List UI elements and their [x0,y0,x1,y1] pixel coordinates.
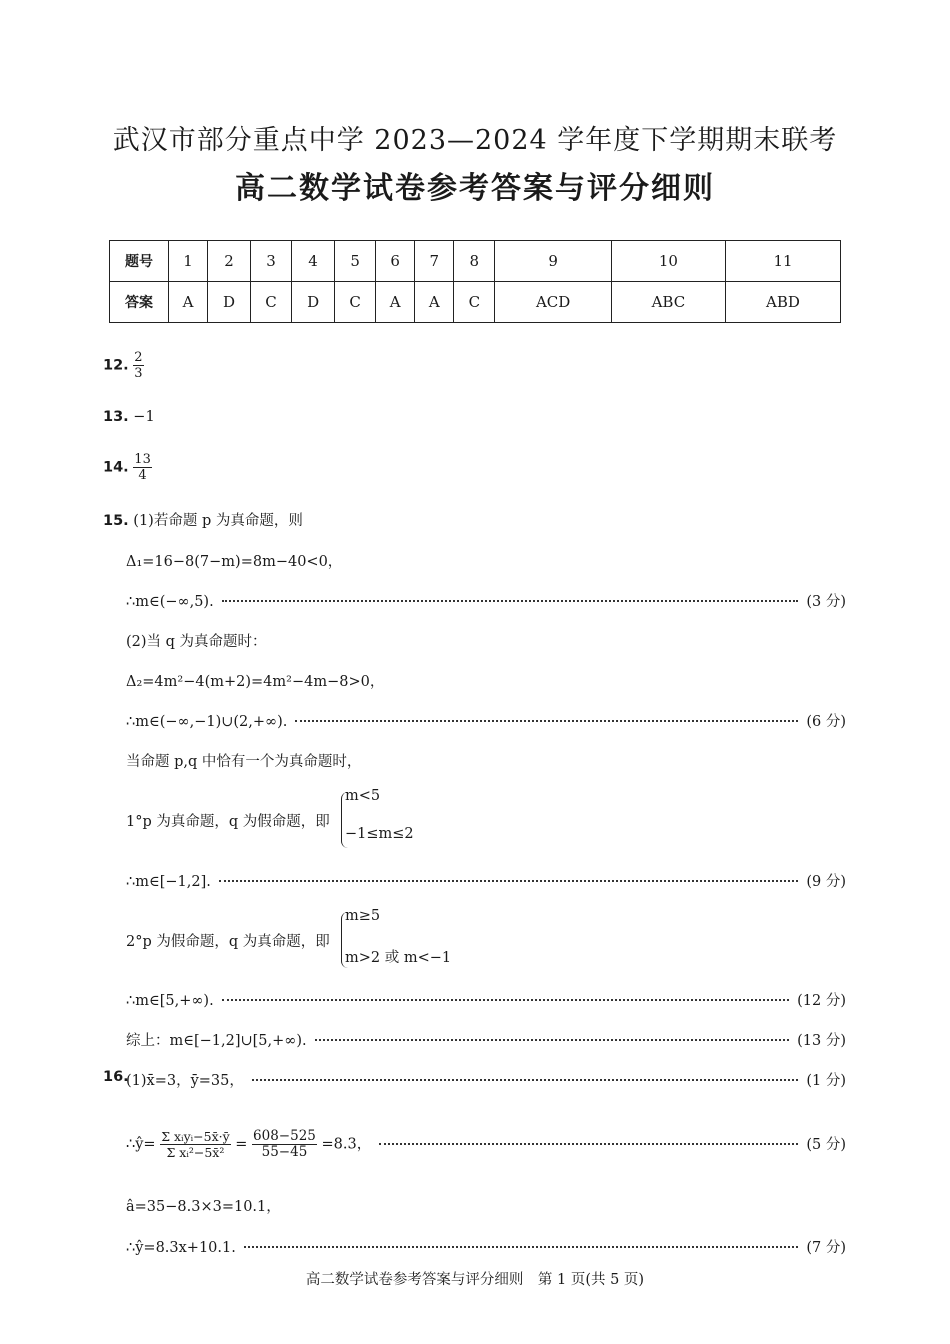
table-cell: C [335,282,376,323]
numerator: 2 [134,350,143,365]
title-line2: 高二数学试卷参考答案与评分细则 [235,171,715,206]
solution-line: Δ₂=4m²−4(m+2)=4m²−4m−8>0， [126,674,385,690]
leader-dots [222,999,789,1001]
table-cell: A [376,282,415,323]
solution-text: =8.3， [321,1136,372,1153]
table-row-numbers [110,241,841,282]
solution-line: 当命题 p,q 中恰有一个为真命题时， [126,754,362,770]
table-cell: 7 [415,241,454,282]
question-number: 13. [103,409,129,425]
solution-line-scored [126,1069,846,1090]
table-cell: 10 [611,241,725,282]
table-cell: A [415,282,454,323]
solution-text: 综上：m∈[−1,2]∪[5,+∞). [126,1033,307,1049]
solution-text: (1)x̄=3，ȳ=35， [126,1073,244,1089]
solution-line: â=35−8.3×3=10.1， [126,1199,281,1215]
denominator: 4 [138,468,147,483]
question-13 [103,409,155,425]
score-label: (13 分) [797,1033,846,1049]
table-row-answers [110,282,841,323]
question-14 [103,452,152,483]
fraction [160,1129,230,1160]
table-cell: ABC [611,282,725,323]
numerator: 13 [134,452,151,467]
solution-text: ∴m∈(−∞,−1)∪(2,+∞). [126,714,288,730]
equals-sign: = [235,1136,248,1153]
row-label-number: 题号 [110,241,169,282]
condition: m≥5 [345,908,381,924]
table-cell: 8 [454,241,495,282]
fraction [133,350,143,381]
score-label: (1 分) [806,1073,846,1089]
solution-text: (1)若命题 p 为真命题，则 [133,513,303,529]
solution-line-scored [126,989,846,1010]
solution-formula [126,1129,371,1160]
solution-line-scored [126,1029,846,1050]
condition: −1≤m≤2 [345,826,414,842]
title-line1: 武汉市部分重点中学 2023—2024 学年度下学期期末联考 [112,125,838,156]
leader-dots [244,1246,798,1248]
solution-line: (2)当 q 为真命题时： [126,634,267,650]
fraction [133,452,152,483]
leader-dots [252,1079,798,1081]
score-label: (3 分) [806,594,846,610]
table-cell: 6 [376,241,415,282]
solution-line-scored [126,590,846,611]
score-label: (9 分) [806,874,846,890]
answer-table [109,240,841,323]
denominator: 55−45 [261,1144,308,1160]
case-1-text: 1°p 为真命题，q 为假命题，即 [126,814,330,830]
solution-text: ∴ŷ= [126,1136,156,1153]
leader-dots [222,600,799,602]
leader-dots [379,1143,798,1145]
table-cell: 5 [335,241,376,282]
solution-line-scored [126,710,846,731]
table-cell: D [208,282,251,323]
solution-line-scored [126,870,846,891]
question-number: 12. [103,357,129,374]
leader-dots [219,880,799,882]
table-cell: 11 [725,241,840,282]
score-label: (7 分) [806,1240,846,1256]
score-label: (5 分) [806,1136,846,1153]
denominator: 3 [134,366,143,381]
table-cell: 9 [495,241,611,282]
solution-text: ∴ŷ=8.3x+10.1. [126,1240,236,1256]
table-cell: 3 [250,241,291,282]
table-cell: C [250,282,291,323]
case-2-text: 2°p 为假命题，q 为真命题，即 [126,934,330,950]
fraction [252,1129,317,1160]
table-cell: C [454,282,495,323]
table-cell: A [169,282,208,323]
condition: m>2 或 m<−1 [345,950,452,966]
table-cell: 4 [292,241,335,282]
solution-text: ∴m∈[−1,2]. [126,874,211,890]
table-cell: ABD [725,282,840,323]
solution-line: Δ₁=16−8(7−m)=8m−40<0， [126,554,343,570]
table-cell: D [292,282,335,323]
leader-dots [295,720,798,722]
question-15-line1 [103,509,303,530]
table-cell: ACD [495,282,611,323]
condition: m<5 [345,788,381,804]
question-12 [103,350,144,381]
question-number: 15. [103,513,129,529]
question-number: 16. [103,1069,129,1085]
numerator: 608−525 [253,1128,316,1144]
solution-text: ∴m∈[5,+∞). [126,993,214,1009]
solution-text: ∴m∈(−∞,5). [126,594,214,610]
numerator: Σ xᵢyᵢ−5x̄·ȳ [161,1129,230,1144]
answer-text: −1 [133,409,155,425]
score-label: (6 分) [806,714,846,730]
score-label: (12 分) [797,993,846,1009]
regression-slope-line [126,1129,846,1160]
solution-line-scored [126,1236,846,1257]
table-cell: 2 [208,241,251,282]
page-footer: 高二数学试卷参考答案与评分细则 第 1 页(共 5 页) [305,1272,645,1288]
leader-dots [315,1039,789,1041]
table-cell: 1 [169,241,208,282]
denominator: Σ xᵢ²−5x̄² [166,1145,225,1160]
row-label-answer: 答案 [110,282,169,323]
question-number: 14. [103,459,129,476]
question-16-number [103,1069,129,1085]
